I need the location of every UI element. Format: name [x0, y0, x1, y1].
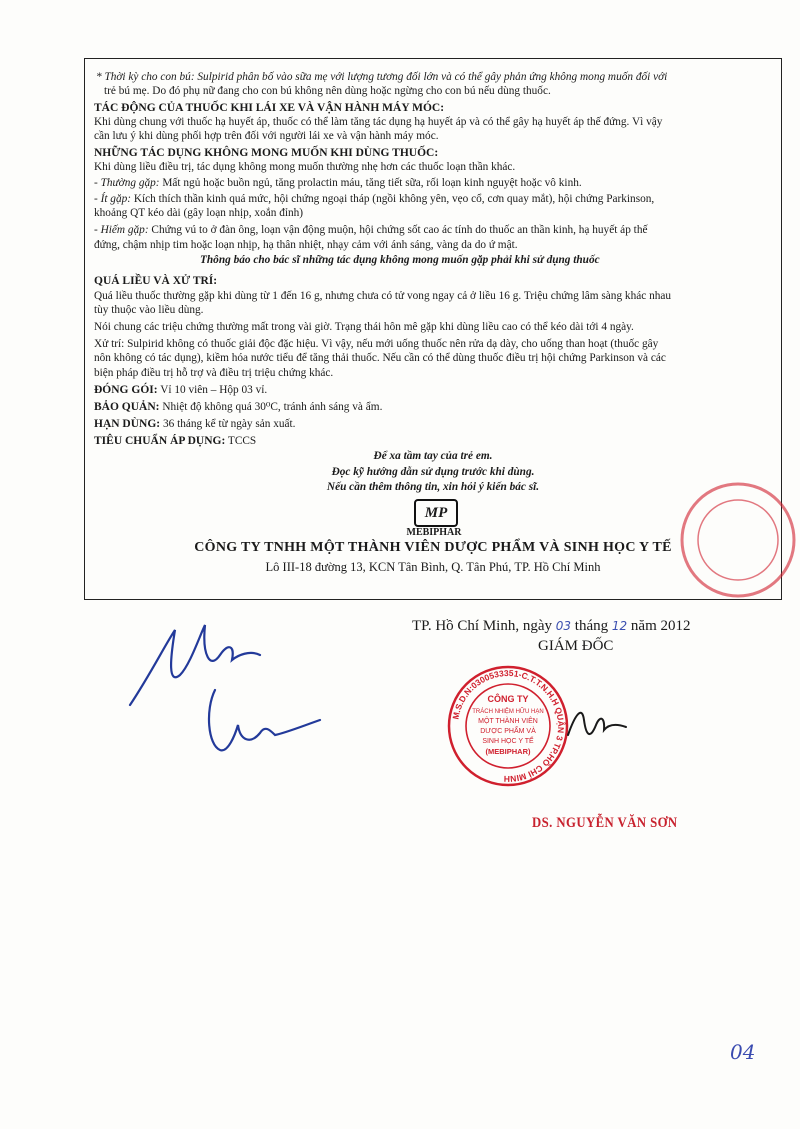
- text-line: khoảng QT kéo dài (gây loạn nhịp, xoắn đỉnh): [94, 207, 304, 219]
- text-line: biện pháp điều trị hỗ trợ và điều trị triệu chứng khác.: [94, 367, 334, 379]
- company-stamp: [446, 664, 570, 788]
- text-line: trẻ bú mẹ. Do đó phụ nữ đang cho con bú không nên dùng hoặc ngừng cho con bú nếu dùng thuốc.: [104, 85, 551, 97]
- standard-label: TIÊU CHUẨN ÁP DỤNG:: [94, 435, 226, 447]
- text-line: [94, 176, 582, 190]
- expiry-value: 36 tháng kể từ ngày sản xuất.: [162, 418, 296, 430]
- text-line: Quá liều thuốc thường gặp khi dùng từ 1 đến 16 g, nhưng chưa có tử vong ngay cả ở liều 16 g. Triệu chứng lâm sàng khác nhau: [94, 290, 672, 302]
- stamp-ring-text: M.S.D.N:0300533351-C.T.T.N.H.H QUẬN 3 TP.HỒ CHÍ MINH: [450, 667, 567, 785]
- text-line: nôn không có tác dụng), kiềm hóa nước tiểu để tăng thải thuốc. Nếu cần có thể dùng thuốc điều trị hội chứng Parkinson và các: [94, 352, 666, 364]
- place-date: [412, 618, 690, 635]
- label-common: - Thường gặp:: [94, 177, 160, 189]
- text-line: [94, 434, 256, 448]
- expiry-label: HẠN DÙNG:: [94, 418, 161, 430]
- text-line: [94, 400, 382, 414]
- stamp-line: TRÁCH NHIỆM HỮU HẠN: [472, 709, 544, 715]
- text-line: [94, 417, 296, 431]
- place-date-prefix: TP. Hồ Chí Minh, ngày: [412, 618, 553, 634]
- text-line: tùy thuộc vào liều dùng.: [94, 304, 204, 316]
- stamp-line: MỘT THÀNH VIÊN: [478, 718, 538, 725]
- page-mark: 04: [730, 1040, 756, 1064]
- handwritten-day: 03: [555, 619, 572, 633]
- label-rare: - Hiếm gặp:: [94, 224, 149, 236]
- text-line: [94, 192, 654, 206]
- value-common: Mất ngủ hoặc buồn ngủ, tăng prolactin máu, tăng tiết sữa, rối loạn kinh nguyệt hoặc vô kinh.: [162, 177, 582, 189]
- text-line: * Thời kỳ cho con bú: Sulpirid phân bố vào sữa mẹ với lượng tương đối lớn và có thể gây phản ứng không mong muốn đối với: [96, 71, 668, 83]
- storage-value: Nhiệt độ không quá 30⁰C, tránh ánh sáng và ẩm.: [162, 401, 383, 413]
- standard-value: TCCS: [227, 435, 257, 447]
- month-label: tháng: [574, 618, 609, 634]
- company-address: Lô III-18 đường 13, KCN Tân Bình, Q. Tân Phú, TP. Hồ Chí Minh: [265, 560, 601, 574]
- text-line: [94, 223, 647, 237]
- director-title: GIÁM ĐỐC: [538, 638, 614, 654]
- packing-value: Vỉ 10 viên – Hộp 03 vỉ.: [160, 384, 268, 396]
- stamp-line: DƯỢC PHẨM VÀ: [480, 728, 536, 735]
- stamp-line: (MEBIPHAR): [485, 747, 531, 756]
- stamp-line: SINH HỌC Y TẾ: [482, 738, 534, 745]
- label-uncommon: - Ít gặp:: [94, 193, 132, 205]
- year-label: năm 2012: [630, 618, 691, 634]
- handwritten-month: 12: [611, 619, 628, 633]
- text-line: [94, 383, 267, 397]
- section-heading: TÁC ĐỘNG CỦA THUỐC KHI LÁI XE VÀ VẬN HÀNH MÁY MÓC:: [94, 102, 445, 114]
- director-name: DS. NGUYỄN VĂN SƠN: [532, 815, 678, 831]
- section-heading: NHỮNG TÁC DỤNG KHÔNG MONG MUỐN KHI DÙNG THUỐC:: [94, 147, 439, 159]
- value-uncommon: Kích thích thần kinh quá mức, hội chứng ngoại tháp (ngồi không yên, vẹo cổ, cơn quay mắt), hội chứng Parkinson,: [133, 193, 655, 205]
- value-rare: Chứng vú to ở đàn ông, loạn vận động muộn, hội chứng sốt cao ác tính do thuốc an thần kinh, hạ huyết áp thế: [151, 224, 648, 236]
- section-heading: QUÁ LIỀU VÀ XỬ TRÍ:: [94, 275, 218, 287]
- text-line: Xử trí: Sulpirid không có thuốc giải độc đặc hiệu. Vì vậy, nếu mới uống thuốc nên rửa dạ dày, cho uống than hoạt (thuốc gây: [94, 338, 659, 350]
- text-line: Khi dùng liều điều trị, tác dụng không mong muốn thường nhẹ hơn các thuốc loạn thần khác.: [94, 161, 516, 173]
- storage-label: BẢO QUẢN:: [94, 401, 160, 413]
- company-logo: MP: [414, 499, 458, 527]
- handwritten-signature-left: [120, 615, 330, 765]
- brand-name: MEBIPHAR: [406, 527, 462, 538]
- text-line: đứng, chậm nhịp tim hoặc loạn nhịp, hạ thân nhiệt, nhạy cảm với ánh sáng, vàng da do ứ mật.: [94, 239, 518, 251]
- company-name: CÔNG TY TNHH MỘT THÀNH VIÊN DƯỢC PHẨM VÀ SINH HỌC Y TẾ: [194, 540, 672, 555]
- warning-line: Nếu cần thêm thông tin, xin hỏi ý kiến bác sĩ.: [326, 481, 540, 493]
- text-line: cần lưu ý khi dùng phối hợp trên đối với người lái xe và vận hành máy móc.: [94, 130, 439, 142]
- text-line: Khi dùng chung với thuốc hạ huyết áp, thuốc có thể làm tăng tác dụng hạ huyết áp và có thể gây hạ huyết áp thế đứng. Vì vậy: [94, 116, 663, 128]
- warning-line: Để xa tầm tay của trẻ em.: [373, 450, 493, 462]
- director-signature: [560, 695, 630, 755]
- warning-line: Đọc kỹ hướng dẫn sử dụng trước khi dùng.: [331, 466, 535, 478]
- side-stamp: [668, 470, 800, 610]
- packing-label: ĐÓNG GÓI:: [94, 384, 158, 396]
- notice-line: Thông báo cho bác sĩ những tác dụng không mong muốn gặp phải khi sử dụng thuốc: [200, 254, 600, 266]
- stamp-line: CÔNG TY: [487, 694, 529, 704]
- text-line: Nói chung các triệu chứng thường mất trong vài giờ. Trạng thái hôn mê gặp khi dùng liều cao có thể kéo dài tới 4 ngày.: [94, 321, 634, 333]
